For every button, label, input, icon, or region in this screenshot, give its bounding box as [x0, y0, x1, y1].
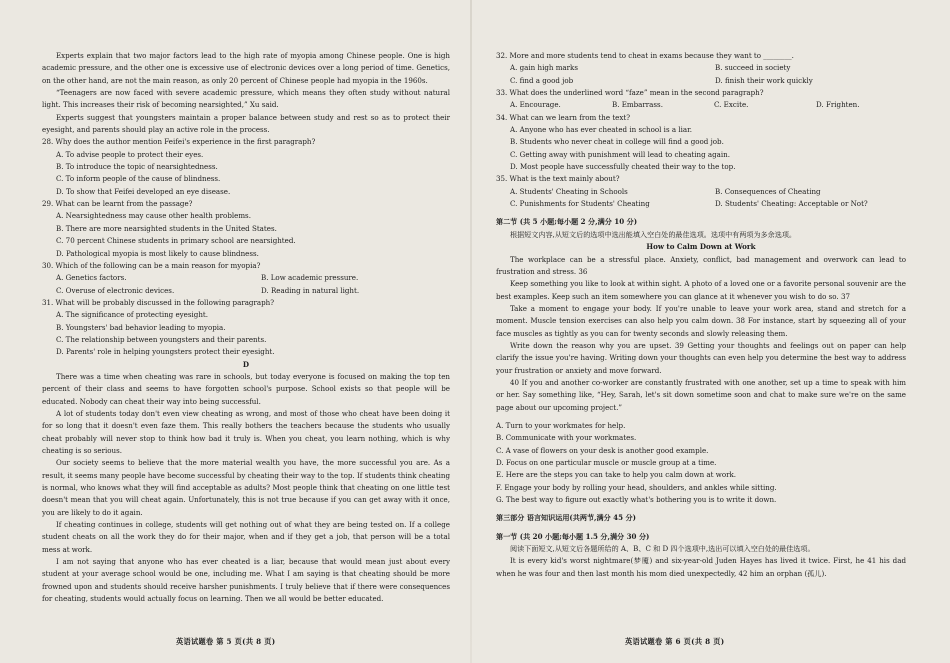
option-row	[510, 99, 906, 111]
option-text: B. There are more nearsighted students in the United States.	[56, 223, 277, 233]
paragraph: Take a moment to engage your body. If you're unable to leave your work area, stand and stretch for a moment. Muscle tension exercises can also help you calm down. 38 For instance, start by squeezing all of your face muscles as tightly as you can for twenty seconds and slowly releasing them.	[496, 303, 906, 338]
option-text: A. To advise people to protect their eyes.	[56, 149, 204, 159]
option-text: D. Reading in natural light.	[261, 285, 360, 295]
option-text: D. Parents' role in helping youngsters protect their eyesight.	[56, 347, 275, 357]
option-text: C. To inform people of the cause of blindness.	[56, 174, 221, 184]
paragraph: It is every kid's worst nightmare(梦魇) and six-year-old Juden Hayes has lived it twice. First, he 41 his dad when he was four and then last month his mom died unexpectedly, 42 him an orphan (孤儿).	[496, 556, 906, 578]
option-text: A. The significance of protecting eyesight.	[56, 310, 208, 320]
paragraph: Keep something you like to look at within sight. A photo of a loved one or a favorite personal souvenir are the best examples. Keep such an item somewhere you can glance at it whenever you wish to do so. 37	[496, 279, 906, 301]
section-heading: 第一节 (共 20 小题;每小题 1.5 分,满分 30 分)	[496, 531, 650, 541]
option-text: D. Frighten.	[816, 100, 860, 110]
paragraph: 40 If you and another co-worker are constantly frustrated with one another, set up a time to speak with him or her. Say something like, “Hey, Sarah, let's sit down sometime soon and chat to make sure we're on the same page about our upcoming project.”	[496, 377, 906, 412]
question: G. The best way to figure out exactly what's bothering you is to write it down.	[496, 495, 777, 505]
option-row	[510, 75, 906, 87]
question: B. Communicate with your workmates.	[496, 433, 637, 443]
option-text: D. finish their work quickly	[715, 75, 813, 85]
option-text: B. Consequences of Cheating	[715, 186, 821, 196]
paragraph: Our society seems to believe that the more material wealth you have, the more successful you are. As a result, it seems many people have become successful by cheating their way to the top. If students think cheating is normal, who knows what they will find acceptable as adults? Most people think that cheating on one little test doesn't mean that you will cheat again. Unfortunately, this is not true because if you can get away with it once, you are likely to do it again.	[42, 458, 450, 517]
option-text: D. To show that Feifei developed an eye disease.	[56, 186, 231, 196]
paragraph: I am not saying that anyone who has ever cheated is a liar, because that would mean just about every student at your average school would be one, including me. What I am saying is that cheating should be more frowned upon and students should receive harsher punishments. I truly believe that if there were consequences for cheating, students would actually focus on learning. Then we all would be better educated.	[42, 557, 450, 604]
option-row	[510, 62, 906, 74]
question: D. Focus on one particular muscle or muscle group at a time.	[496, 458, 717, 467]
page-5-footer: 英语试题卷 第 5 页(共 8 页)	[176, 637, 276, 646]
question: E. Here are the steps you can take to help you calm down at work.	[496, 470, 737, 480]
page-fold	[470, 0, 472, 663]
question: 33. What does the underlined word “faze” mean in the second paragraph?	[496, 88, 764, 98]
section-heading: 第二节 (共 5 小题;每小题 2 分,满分 10 分)	[496, 217, 638, 227]
question: 31. What will be probably discussed in the following paragraph?	[42, 297, 275, 307]
paragraph: Experts suggest that youngsters maintain a proper balance between study and rest so as to protect their eyesight, and parents should play an active role in the process.	[42, 112, 450, 135]
question: 29. What can be learnt from the passage?	[42, 199, 193, 209]
option-text: A. Genetics factors.	[56, 273, 127, 283]
paragraph: 根据短文内容,从短文后的选项中选出能填入空白处的最佳选项。选项中有两项为多余选项。	[510, 229, 797, 239]
option-text: A. Encourage.	[510, 100, 561, 110]
paragraph: 阅读下面短文,从短文后各题所给的 A、B、C 和 D 四个选项中,选出可以填入空白处的最佳选项。	[510, 544, 815, 554]
paragraph: The workplace can be a stressful place. Anxiety, conflict, bad management and overwork can lead to frustration and stress. 36	[496, 254, 906, 276]
option-text: B. succeed in society	[715, 63, 791, 73]
paragraph: There was a time when cheating was rare in schools, but today everyone is focused on making the top ten percent of their class and seems to have forgotten school's purpose. School exists so that people will be educated. Nobody can cheat their way into being successful.	[42, 371, 450, 406]
question: F. Engage your body by rolling your head, shoulders, and ankles while sitting.	[496, 482, 777, 492]
option-text: C. The relationship between youngsters and their parents.	[56, 334, 267, 344]
option-text: A. Students' Cheating in Schools	[510, 186, 628, 196]
heading: D	[242, 359, 250, 369]
question: 32. More and more students tend to cheat in exams because they want to ________.	[496, 51, 794, 60]
option-text: C. Excite.	[714, 100, 749, 110]
question: 30. Which of the following can be a main reason for myopia?	[42, 260, 261, 270]
question: 34. What can we learn from the text?	[496, 112, 631, 122]
option-row	[510, 198, 906, 210]
question: 35. What is the text mainly about?	[496, 174, 620, 184]
option-text: B. Low academic pressure.	[261, 273, 359, 283]
question: C. A vase of flowers on your desk is another good example.	[496, 445, 709, 455]
option-text: C. Getting away with punishment will lead to cheating again.	[510, 149, 730, 159]
heading: How to Calm Down at Work	[646, 242, 756, 252]
paragraph: A lot of students today don't even view cheating as wrong, and most of those who cheat have been doing it for so long that it doesn't even faze them. This really bothers the teachers because the students who usually cheat probably will never stop to think how bad it truly is. When you cheat, you learn nothing, which is why cheating is so serious.	[42, 408, 450, 455]
option-text: A. Anyone who has ever cheated in school is a liar.	[510, 125, 692, 135]
option-text: D. Students' Cheating: Acceptable or Not?	[715, 199, 868, 209]
paragraph: “Teenagers are now faced with severe academic pressure, which means they often study without natural light. This increases their risk of becoming nearsighted,” Xu said.	[42, 88, 450, 110]
option-text: B. Students who never cheat in college will find a good job.	[510, 137, 724, 147]
option-text: C. 70 percent Chinese students in primary school are nearsighted.	[56, 236, 296, 246]
paragraph: If cheating continues in college, students will get nothing out of what they are being tested on. If a college student cheats on all the work they do for their major, when and if they get a job, that person will be a total mess at work.	[42, 520, 450, 554]
option-text: C. Punishments for Students' Cheating	[510, 199, 650, 209]
question: A. Turn to your workmates for help.	[496, 420, 626, 430]
option-text: C. find a good job	[510, 75, 574, 85]
section-heading: 第三部分 语言知识运用(共两节,满分 45 分)	[496, 513, 636, 523]
option-text: D. Pathological myopia is most likely to cause blindness.	[56, 248, 259, 258]
page-5	[42, 50, 450, 605]
option-text: B. Youngsters' bad behavior leading to myopia.	[56, 322, 226, 332]
question: 28. Why does the author mention Feifei's experience in the first paragraph?	[42, 137, 316, 147]
option-text: A. gain high marks	[510, 63, 578, 73]
paragraph: Write down the reason why you are upset. 39 Getting your thoughts and feelings out on paper can help clarify the issue you're having. Writing down your thoughts can even help you determine the best way to address your frustration or anxiety and move forward.	[496, 340, 906, 375]
option-text: B. Embarrass.	[612, 100, 663, 110]
option-text: D. Most people have successfully cheated their way to the top.	[510, 162, 736, 172]
option-text: C. Overuse of electronic devices.	[56, 285, 175, 295]
option-text: B. To introduce the topic of nearsightedness.	[56, 162, 218, 172]
option-text: A. Nearsightedness may cause other health problems.	[56, 211, 251, 221]
option-row	[56, 285, 450, 297]
page-6-footer: 英语试题卷 第 6 页(共 8 页)	[625, 637, 725, 646]
paragraph: Experts explain that two major factors lead to the high rate of myopia among Chinese people. One is high academic pressure, and the other one is excessive use of electronic devices over a long period of time. Genetics, on the other hand, are not the main reason, as only 20 percent of Chinese people had myopia in the 1960s.	[42, 51, 450, 85]
page-6	[496, 50, 906, 580]
option-row	[510, 186, 906, 198]
option-row	[56, 272, 450, 284]
